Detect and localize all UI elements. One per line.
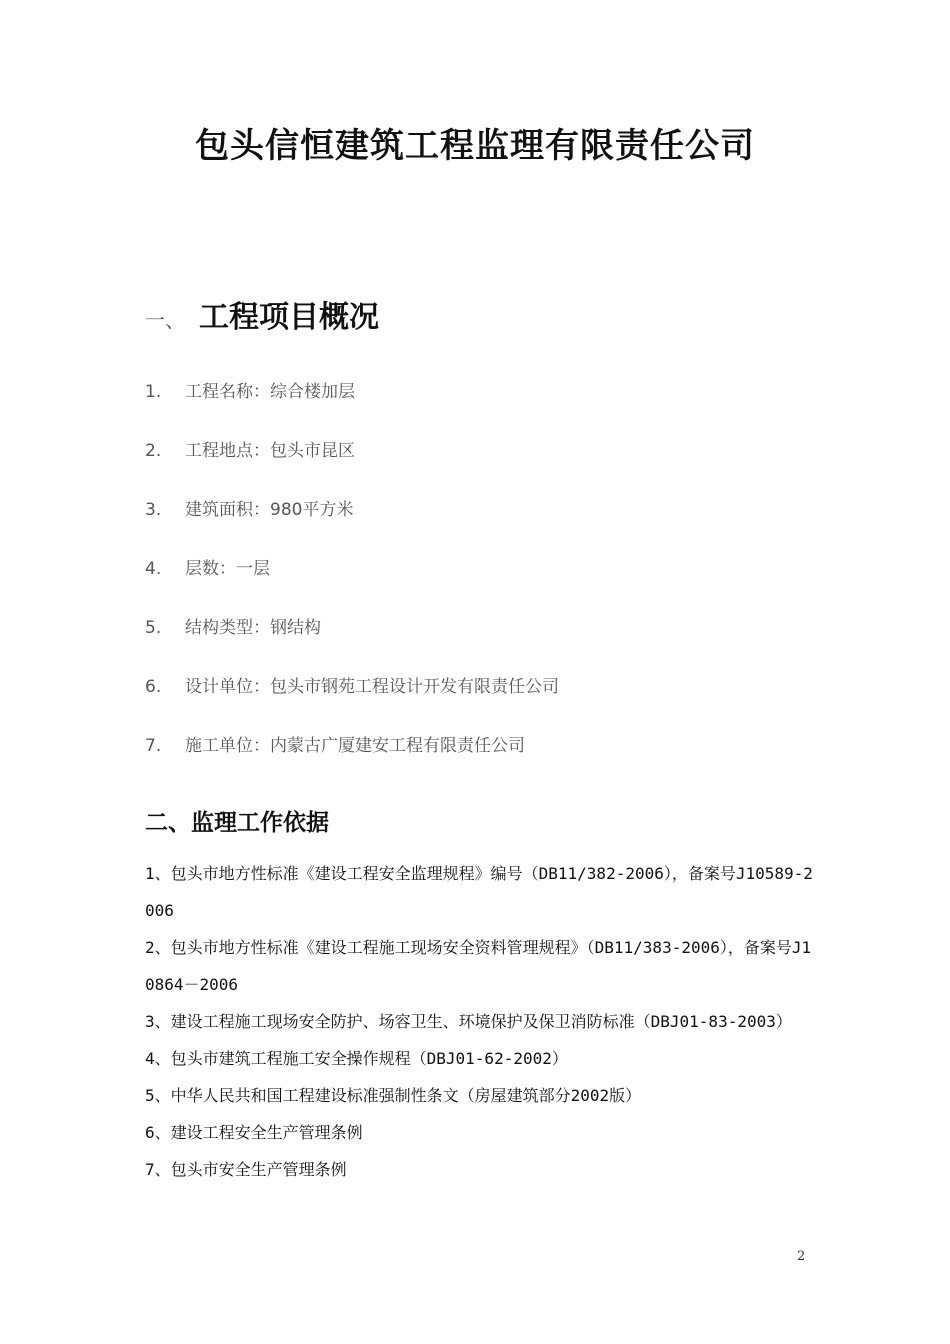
page-number: 2	[797, 1249, 806, 1264]
basis-item: 6、建设工程安全生产管理条例	[145, 1123, 363, 1142]
overview-item	[145, 734, 825, 793]
section1-number: 一、	[145, 308, 185, 332]
overview-item	[145, 380, 825, 439]
project-overview-list	[145, 380, 825, 793]
overview-item	[145, 498, 825, 557]
overview-item-index: 5.	[145, 618, 162, 638]
overview-item-index: 2.	[145, 441, 162, 461]
basis-item: 7、包头市安全生产管理条例	[145, 1160, 347, 1179]
overview-item-text: 层数：一层	[185, 559, 270, 579]
overview-item-index: 3.	[145, 500, 162, 520]
overview-item-text: 设计单位：包头市钢苑工程设计开发有限责任公司	[185, 677, 559, 697]
section2-heading: 二、监理工作依据	[145, 810, 329, 836]
overview-item-text: 结构类型：钢结构	[185, 618, 321, 638]
supervision-basis-list	[145, 855, 817, 1188]
basis-item: 5、中华人民共和国工程建设标准强制性条文（房屋建筑部分2002版）	[145, 1086, 642, 1105]
section1-heading-text: 工程项目概况	[199, 300, 379, 335]
overview-item-index: 4.	[145, 559, 162, 579]
overview-item-text: 施工单位：内蒙古广厦建安工程有限责任公司	[185, 736, 525, 756]
overview-item	[145, 557, 825, 616]
overview-item-text: 工程名称：综合楼加层	[185, 382, 355, 402]
overview-item-text: 建筑面积：980平方米	[185, 500, 354, 520]
section1-heading	[145, 292, 379, 336]
overview-item	[145, 675, 825, 734]
overview-item-index: 7.	[145, 736, 162, 756]
overview-item-index: 6.	[145, 677, 162, 697]
basis-item: 4、包头市建筑工程施工安全操作规程（DBJ01-62-2002）	[145, 1049, 568, 1068]
overview-item	[145, 439, 825, 498]
overview-item	[145, 616, 825, 675]
basis-item: 3、建设工程施工现场安全防护、场容卫生、环境保护及保卫消防标准（DBJ01-83-2003）	[145, 1012, 792, 1031]
basis-item: 1、包头市地方性标准《建设工程安全监理规程》编号（DB11/382-2006），备案号J10589-2006	[145, 864, 813, 920]
overview-item-text: 工程地点：包头市昆区	[185, 441, 355, 461]
overview-item-index: 1.	[145, 382, 162, 402]
document-title: 包头信恒建筑工程监理有限责任公司	[195, 126, 755, 166]
basis-item: 2、包头市地方性标准《建设工程施工现场安全资料管理规程》（DB11/383-2006），备案号J10864－2006	[145, 938, 812, 994]
